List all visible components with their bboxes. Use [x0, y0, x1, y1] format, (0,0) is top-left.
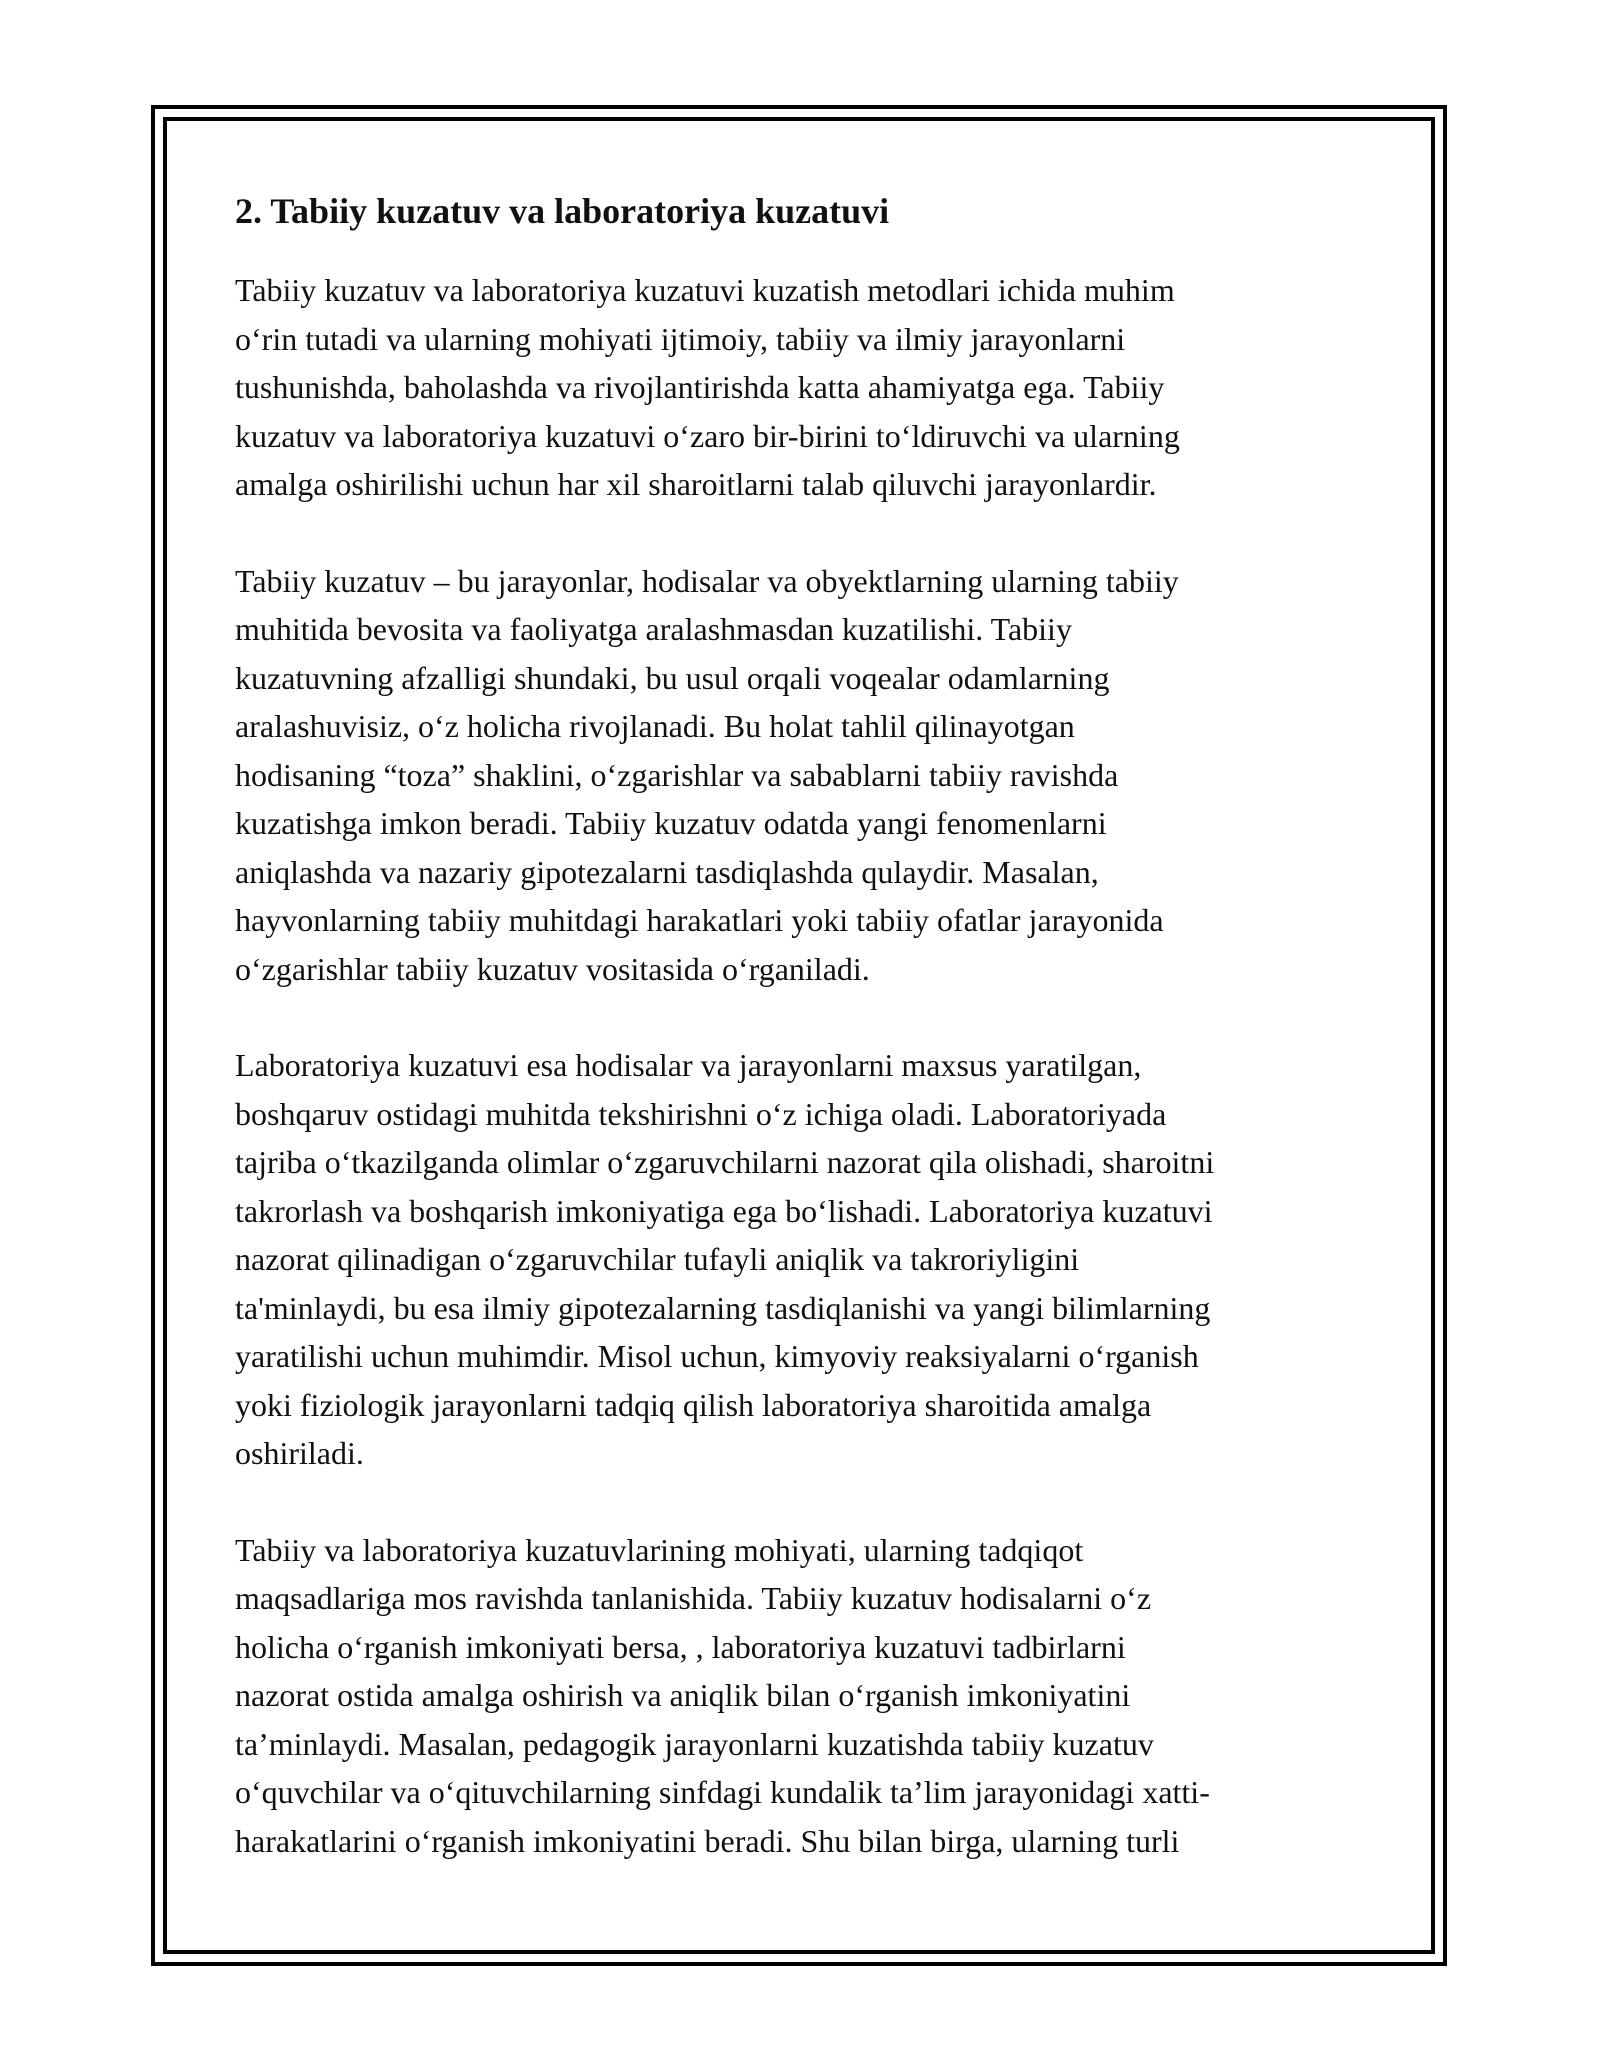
paragraph-3: [235, 1041, 1375, 1478]
paragraph-line: harakatlarini o‘rganish imkoniyatini beradi. Shu bilan birga, ularning turli: [235, 1822, 1180, 1859]
paragraph-line: Tabiiy va laboratoriya kuzatuvlarining mohiyati, ularning tadqiqot: [235, 1531, 1084, 1568]
paragraph-line: maqsadlariga mos ravishda tanlanishida. Tabiiy kuzatuv hodisalarni o‘z: [235, 1580, 1152, 1616]
paragraph-line: holicha o‘rganish imkoniyati bersa, , laboratoriya kuzatuvi tadbirlarni: [235, 1628, 1126, 1665]
paragraph-line: aniqlashda va nazariy gipotezalarni tasdiqlashda qulaydir. Masalan,: [235, 853, 1099, 890]
paragraph-line: kuzatishga imkon beradi. Tabiiy kuzatuv odatda yangi fenomenlarni: [235, 805, 1107, 841]
paragraph-line: boshqaruv ostidagi muhitda tekshirishni o‘z ichiga oladi. Laboratoriyada: [235, 1095, 1167, 1132]
paragraph-line: hayvonlarning tabiiy muhitdagi harakatlari yoki tabiiy ofatlar jarayonida: [235, 902, 1164, 938]
document-body: [235, 186, 1375, 1913]
paragraph-line: tajriba o‘tkazilganda olimlar o‘zgaruvchilarni nazorat qila olishadi, sharoitni: [235, 1144, 1215, 1180]
paragraph-line: muhitida bevosita va faoliyatga aralashmasdan kuzatilishi. Tabiiy: [235, 611, 1072, 647]
paragraph-line: tushunishda, baholashda va rivojlantirishda katta ahamiyatga ega. Tabiiy: [235, 369, 1165, 405]
paragraph-2: [235, 557, 1375, 994]
section-heading: 2. Tabiiy kuzatuv va laboratoriya kuzatuvi: [235, 191, 890, 231]
paragraph-line: Tabiiy kuzatuv – bu jarayonlar, hodisalar va obyektlarning ularning tabiiy: [235, 562, 1179, 599]
paragraph-line: o‘quvchilar va o‘qituvchilarning sinfdagi kundalik ta’lim jarayonidagi xatti-: [235, 1774, 1210, 1810]
paragraph-line: oshiriladi.: [235, 1435, 364, 1471]
paragraph-line: kuzatuv va laboratoriya kuzatuvi o‘zaro bir-birini to‘ldiruvchi va ularning: [235, 417, 1180, 454]
paragraph-1: [235, 266, 1375, 509]
paragraph-4: [235, 1526, 1375, 1866]
paragraph-line: nazorat qilinadigan o‘zgaruvchilar tufayli aniqlik va takroriyligini: [235, 1241, 1080, 1277]
paragraph-line: ta’minlaydi. Masalan, pedagogik jarayonlarni kuzatishda tabiiy kuzatuv: [235, 1725, 1154, 1762]
paragraph-line: aralashuvisiz, o‘z holicha rivojlanadi. Bu holat tahlil qilinayotgan: [235, 708, 1075, 744]
paragraph-line: nazorat ostida amalga oshirish va aniqlik bilan o‘rganish imkoniyatini: [235, 1677, 1131, 1713]
paragraph-line: o‘rin tutadi va ularning mohiyati ijtimoiy, tabiiy va ilmiy jarayonlarni: [235, 320, 1126, 357]
paragraph-line: yoki fiziologik jarayonlarni tadqiq qilish laboratoriya sharoitida amalga: [235, 1386, 1152, 1423]
paragraph-line: hodisaning “toza” shaklini, o‘zgarishlar va sabablarni tabiiy ravishda: [235, 756, 1119, 793]
paragraph-line: ta'minlaydi, bu esa ilmiy gipotezalarning tasdiqlanishi va yangi bilimlarning: [235, 1289, 1211, 1326]
paragraph-line: Tabiiy kuzatuv va laboratoriya kuzatuvi kuzatish metodlari ichida muhim: [235, 272, 1175, 308]
paragraph-line: amalga oshirilishi uchun har xil sharoitlarni talab qiluvchi jarayonlardir.: [235, 466, 1157, 502]
paragraph-line: yaratilishi uchun muhimdir. Misol uchun, kimyoviy reaksiyalarni o‘rganish: [235, 1338, 1199, 1374]
paragraph-line: o‘zgarishlar tabiiy kuzatuv vositasida o‘rganiladi.: [235, 950, 870, 987]
paragraph-line: Laboratoriya kuzatuvi esa hodisalar va jarayonlarni maxsus yaratilgan,: [235, 1047, 1142, 1083]
paragraph-line: kuzatuvning afzalligi shundaki, bu usul orqali voqealar odamlarning: [235, 659, 1110, 696]
paragraph-line: takrorlash va boshqarish imkoniyatiga ega bo‘lishadi. Laboratoriya kuzatuvi: [235, 1192, 1213, 1229]
